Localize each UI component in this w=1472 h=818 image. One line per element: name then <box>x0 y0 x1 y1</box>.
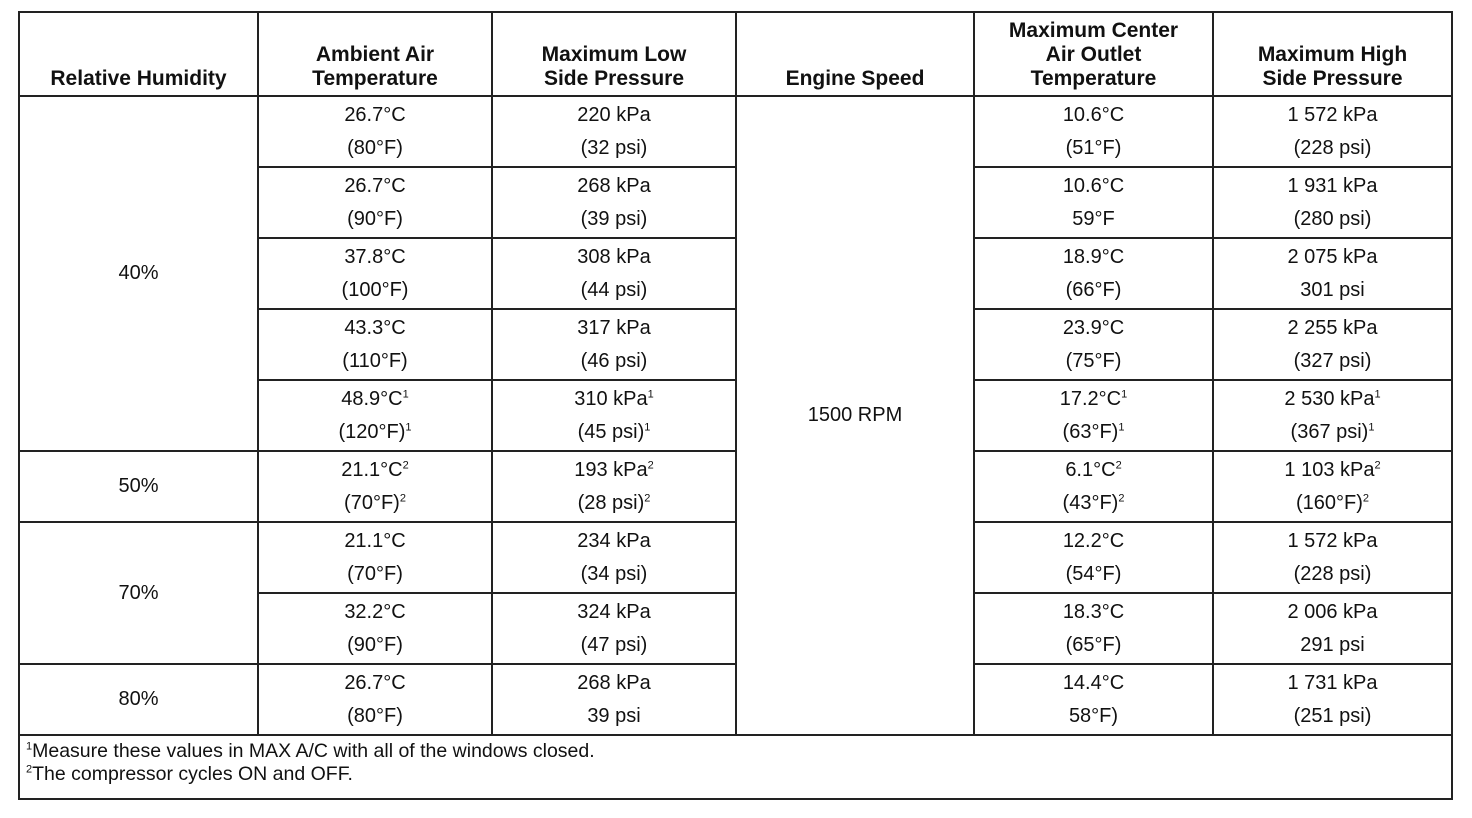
outlet-cell <box>974 593 1213 664</box>
high-value <box>1214 416 1451 449</box>
value-text: 1 572 kPa <box>1287 103 1378 126</box>
value-text: 2 255 kPa <box>1287 316 1378 339</box>
low-cell <box>492 522 736 593</box>
high-value <box>1214 454 1451 487</box>
value-text: 48.9°C <box>341 387 403 410</box>
footnote-2 <box>26 763 1451 786</box>
outlet-value <box>975 558 1212 591</box>
outlet-cell <box>974 167 1213 238</box>
value-text: 1 103 kPa <box>1284 458 1375 481</box>
value-text: 2 530 kPa <box>1284 387 1375 410</box>
table-row <box>19 96 1452 167</box>
high-value <box>1214 525 1451 558</box>
value-text: 26.7°C <box>344 103 406 126</box>
value-text: (43°F) <box>1062 491 1119 514</box>
value-text: 308 kPa <box>577 245 651 268</box>
ambient-value <box>259 487 491 520</box>
value-text: (44 psi) <box>580 278 648 301</box>
ambient-value <box>259 700 491 733</box>
outlet-cell <box>974 664 1213 735</box>
ambient-value <box>259 345 491 378</box>
relative-humidity-cell <box>19 451 258 522</box>
header-text: Air Outlet <box>1045 43 1142 66</box>
header-engine-speed <box>736 12 974 96</box>
value-text: (228 psi) <box>1293 136 1372 159</box>
outlet-value <box>975 274 1212 307</box>
value-text: 26.7°C <box>344 671 406 694</box>
header-text: Temperature <box>1030 67 1157 90</box>
low-value <box>493 132 735 165</box>
footnote-ref: 2 <box>399 491 406 504</box>
high-value <box>1214 558 1451 591</box>
value-text: (280 psi) <box>1293 207 1372 230</box>
outlet-value <box>975 487 1212 520</box>
table-row <box>19 451 1452 522</box>
ambient-cell <box>258 167 492 238</box>
high-value <box>1214 274 1451 307</box>
footnote-ref: 1 <box>405 420 412 433</box>
value-text: (327 psi) <box>1293 349 1372 372</box>
low-value <box>493 416 735 449</box>
header-text: Maximum Low <box>541 43 687 66</box>
header-text: Side Pressure <box>543 67 685 90</box>
high-value <box>1214 170 1451 203</box>
outlet-value <box>975 241 1212 274</box>
ambient-cell <box>258 522 492 593</box>
value-text: 58°F) <box>1068 704 1119 727</box>
footnote-ref: 1 <box>1374 387 1381 400</box>
footnote-ref: 1 <box>1121 387 1128 400</box>
value-text: (110°F) <box>342 349 408 372</box>
low-cell <box>492 664 736 735</box>
value-text: 1 572 kPa <box>1287 529 1378 552</box>
value-text: 39 psi <box>587 704 641 727</box>
value-text: 17.2°C <box>1059 387 1122 410</box>
outlet-value <box>975 345 1212 378</box>
low-value <box>493 170 735 203</box>
value-text: (47 psi) <box>580 633 648 656</box>
ambient-value <box>259 99 491 132</box>
outlet-cell <box>974 238 1213 309</box>
value-text: (63°F) <box>1062 420 1119 443</box>
value-text: (251 psi) <box>1293 704 1372 727</box>
value-text: (160°F) <box>1295 491 1363 514</box>
outlet-value <box>975 132 1212 165</box>
ambient-cell <box>258 309 492 380</box>
value-text: 59°F <box>1072 207 1115 230</box>
high-value <box>1214 241 1451 274</box>
outlet-cell <box>974 309 1213 380</box>
ambient-cell <box>258 238 492 309</box>
ambient-cell <box>258 664 492 735</box>
value-text: 26.7°C <box>344 174 406 197</box>
high-value <box>1214 203 1451 236</box>
low-value <box>493 700 735 733</box>
ambient-value <box>259 241 491 274</box>
value-text: 193 kPa <box>574 458 648 481</box>
header-max-center-air-outlet-temperature <box>974 12 1213 96</box>
high-value <box>1214 383 1451 416</box>
value-text: 18.3°C <box>1062 600 1125 623</box>
value-text: 220 kPa <box>577 103 651 126</box>
value-text: (46 psi) <box>580 349 648 372</box>
ambient-value <box>259 170 491 203</box>
low-value <box>493 629 735 662</box>
value-text: 32.2°C <box>344 600 406 623</box>
low-cell <box>492 96 736 167</box>
footnotes <box>19 735 1452 799</box>
footnote-ref: 2 <box>1362 491 1370 504</box>
value-text: 301 psi <box>1300 278 1365 301</box>
low-value <box>493 558 735 591</box>
relative-humidity-value: 50% <box>118 475 159 497</box>
value-text: 268 kPa <box>577 671 651 694</box>
value-text: 2 075 kPa <box>1287 245 1378 268</box>
outlet-value <box>975 203 1212 236</box>
value-text: (75°F) <box>1065 349 1122 372</box>
outlet-value <box>975 629 1212 662</box>
low-value <box>493 312 735 345</box>
value-text: (80°F) <box>347 704 403 727</box>
footnote-ref: 2 <box>1115 458 1122 471</box>
header-text: Relative Humidity <box>50 67 227 90</box>
relative-humidity-value: 70% <box>118 581 159 604</box>
relative-humidity-value: 40% <box>118 262 159 284</box>
outlet-value <box>975 525 1212 558</box>
header-text: Maximum Center <box>1008 19 1179 42</box>
low-cell <box>492 309 736 380</box>
engine-speed-cell <box>736 96 974 735</box>
ambient-value <box>259 416 491 449</box>
ambient-value <box>259 667 491 700</box>
footnote-ref: 2 <box>647 458 654 471</box>
footnote-text: The compressor cycles ON and OFF. <box>32 763 353 785</box>
footnote-marker: 2 <box>26 763 33 776</box>
value-text: (34 psi) <box>580 562 648 585</box>
ambient-value <box>259 383 491 416</box>
header-text: Side Pressure <box>1262 67 1403 90</box>
footnote-ref: 2 <box>1118 491 1125 504</box>
value-text: 317 kPa <box>577 316 651 339</box>
high-value <box>1214 667 1451 700</box>
relative-humidity-value: 80% <box>118 688 159 710</box>
ambient-value <box>259 454 491 487</box>
low-value <box>493 487 735 520</box>
high-cell <box>1213 238 1452 309</box>
ambient-cell <box>258 593 492 664</box>
value-text: 234 kPa <box>577 529 651 552</box>
value-text: (367 psi) <box>1290 420 1369 443</box>
outlet-cell <box>974 522 1213 593</box>
low-value <box>493 99 735 132</box>
high-value <box>1214 487 1451 520</box>
low-value <box>493 383 735 416</box>
footnote-ref: 2 <box>644 491 651 504</box>
relative-humidity-cell <box>19 664 258 735</box>
ambient-value <box>259 525 491 558</box>
ambient-cell <box>258 380 492 451</box>
low-value <box>493 345 735 378</box>
footnote-ref: 1 <box>644 420 651 433</box>
low-value <box>493 241 735 274</box>
ambient-cell <box>258 451 492 522</box>
table-row <box>19 522 1452 593</box>
value-text: (28 psi) <box>577 491 645 514</box>
value-text: 21.1°C <box>344 529 406 552</box>
high-cell <box>1213 380 1452 451</box>
high-value <box>1214 596 1451 629</box>
value-text: 1 731 kPa <box>1287 671 1378 694</box>
header-relative-humidity <box>19 12 258 96</box>
low-value <box>493 525 735 558</box>
low-cell <box>492 238 736 309</box>
footnote-ref: 1 <box>647 387 654 400</box>
outlet-cell <box>974 380 1213 451</box>
value-text: 310 kPa <box>574 387 648 410</box>
value-text: 23.9°C <box>1062 316 1125 339</box>
outlet-value <box>975 99 1212 132</box>
header-text: Maximum High <box>1257 43 1408 66</box>
ambient-value <box>259 629 491 662</box>
low-cell <box>492 451 736 522</box>
outlet-value <box>975 667 1212 700</box>
outlet-value <box>975 596 1212 629</box>
low-cell <box>492 593 736 664</box>
header-row <box>19 12 1452 96</box>
value-text: (80°F) <box>347 136 403 159</box>
value-text: (228 psi) <box>1293 562 1372 585</box>
value-text: (45 psi) <box>577 420 645 443</box>
footnote-ref: 1 <box>1118 420 1125 433</box>
value-text: (54°F) <box>1065 562 1122 585</box>
value-text: 10.6°C <box>1062 174 1125 197</box>
high-value <box>1214 132 1451 165</box>
footnote-ref: 2 <box>1374 458 1381 471</box>
header-max-high-side-pressure <box>1213 12 1452 96</box>
high-cell <box>1213 451 1452 522</box>
ambient-cell <box>258 96 492 167</box>
header-text: Temperature <box>312 67 438 90</box>
ambient-value <box>259 203 491 236</box>
ac-performance-table <box>18 11 1453 800</box>
value-text: 43.3°C <box>344 316 406 339</box>
low-value <box>493 454 735 487</box>
value-text: 21.1°C <box>341 458 403 481</box>
value-text: 2 006 kPa <box>1287 600 1378 623</box>
outlet-cell <box>974 96 1213 167</box>
header-max-low-side-pressure <box>492 12 736 96</box>
footnote-1 <box>26 740 1451 763</box>
high-value <box>1214 700 1451 733</box>
footnote-marker: 1 <box>26 740 33 753</box>
header-text: Ambient Air <box>315 43 435 66</box>
ambient-value <box>259 312 491 345</box>
value-text: (70°F) <box>347 562 403 585</box>
outlet-value <box>975 312 1212 345</box>
value-text: (66°F) <box>1065 278 1122 301</box>
high-cell <box>1213 664 1452 735</box>
value-text: 1 931 kPa <box>1287 174 1378 197</box>
value-text: (70°F) <box>344 491 400 514</box>
table-row <box>19 664 1452 735</box>
value-text: (90°F) <box>347 633 403 656</box>
high-value <box>1214 312 1451 345</box>
value-text: (32 psi) <box>580 136 648 159</box>
value-text: 18.9°C <box>1062 245 1125 268</box>
low-value <box>493 667 735 700</box>
ambient-value <box>259 558 491 591</box>
ambient-value <box>259 274 491 307</box>
value-text: 14.4°C <box>1062 671 1125 694</box>
engine-speed-value: 1500 RPM <box>807 404 903 426</box>
footnote-ref: 1 <box>402 387 409 400</box>
notes-row <box>19 735 1452 799</box>
footnote-ref: 2 <box>402 458 409 471</box>
value-text: (120°F) <box>338 420 406 443</box>
outlet-value <box>975 416 1212 449</box>
outlet-value <box>975 700 1212 733</box>
value-text: 324 kPa <box>577 600 651 623</box>
high-cell <box>1213 167 1452 238</box>
footnote-text: Measure these values in MAX A/C with all of the windows closed. <box>32 740 595 762</box>
high-value <box>1214 99 1451 132</box>
footnote-ref: 1 <box>1368 420 1375 433</box>
header-text: Engine Speed <box>785 67 925 90</box>
low-value <box>493 596 735 629</box>
value-text: 291 psi <box>1300 633 1365 656</box>
value-text: (90°F) <box>347 207 403 230</box>
value-text: (65°F) <box>1065 633 1122 656</box>
low-cell <box>492 167 736 238</box>
high-value <box>1214 629 1451 662</box>
outlet-value <box>975 170 1212 203</box>
relative-humidity-cell <box>19 522 258 664</box>
value-text: (100°F) <box>341 278 409 301</box>
high-cell <box>1213 593 1452 664</box>
ambient-value <box>259 596 491 629</box>
value-text: 37.8°C <box>344 245 406 268</box>
value-text: 268 kPa <box>577 174 651 197</box>
value-text: 12.2°C <box>1062 529 1125 552</box>
value-text: 10.6°C <box>1062 103 1125 126</box>
ambient-value <box>259 132 491 165</box>
low-cell <box>492 380 736 451</box>
high-cell <box>1213 309 1452 380</box>
high-cell <box>1213 96 1452 167</box>
outlet-value <box>975 383 1212 416</box>
low-value <box>493 274 735 307</box>
value-text: (51°F) <box>1065 136 1122 159</box>
outlet-cell <box>974 451 1213 522</box>
high-cell <box>1213 522 1452 593</box>
high-value <box>1214 345 1451 378</box>
low-value <box>493 203 735 236</box>
relative-humidity-cell <box>19 96 258 451</box>
outlet-value <box>975 454 1212 487</box>
header-ambient-air-temperature <box>258 12 492 96</box>
value-text: (39 psi) <box>580 207 648 230</box>
value-text: 6.1°C <box>1065 458 1116 481</box>
